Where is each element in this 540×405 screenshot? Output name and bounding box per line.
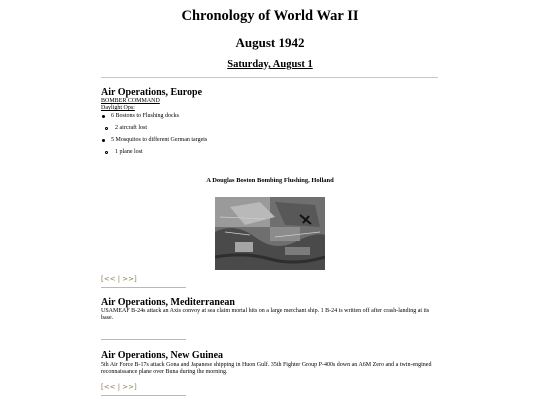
list-item: 6 Bostons to Flushing docks <box>111 113 180 119</box>
circle-bullet-icon <box>105 151 108 154</box>
list-subitem: 1 plane lost <box>115 149 143 155</box>
previous-link[interactable]: << <box>103 275 116 283</box>
circle-bullet-icon <box>105 127 108 130</box>
divider <box>101 287 186 288</box>
next-link[interactable]: >> <box>122 383 135 391</box>
aerial-photo <box>215 197 325 270</box>
nav-separator: | <box>115 275 123 283</box>
section-text: 5th Air Force B-17s attack Gona and Japanese shipping in Huon Gulf. 35th Fighter Group P-400s down an A6M Zero and a twin-engined reconnaissance plane over Buna during the morning. <box>101 362 432 375</box>
list-subitem: 2 aircraft lost <box>115 125 147 131</box>
section-title-new-guinea: Air Operations, New Guinea <box>101 350 224 361</box>
divider <box>101 77 438 78</box>
section-title-mediterranean: Air Operations, Mediterranean <box>101 297 235 308</box>
day-heading: Saturday, August 1 <box>227 59 313 70</box>
bullet-icon <box>102 139 105 142</box>
bomber-command-link[interactable]: BOMBER COMMAND <box>101 98 160 104</box>
nav-controls <box>101 383 137 391</box>
month-heading: August 1942 <box>235 35 305 50</box>
divider <box>101 395 186 396</box>
list-item: 5 Mosquitos to different German targets <box>111 137 208 143</box>
nav-controls <box>101 275 137 283</box>
nav-bracket: ] <box>134 383 137 391</box>
nav-bracket: [ <box>101 275 104 283</box>
section-text: USAMEAF B-24s attack an Axis convoy at sea claim mortal hits on a large merchant ship. 1 B-24 is written off after crash-landing at its base. <box>101 308 430 321</box>
section-title-europe: Air Operations, Europe <box>101 87 203 98</box>
previous-link[interactable]: << <box>103 383 116 391</box>
photo-caption: A Douglas Boston Bombing Flushing, Holland <box>206 177 334 184</box>
daylight-ops-label: Daylight Ops: <box>101 105 135 111</box>
bullet-icon <box>102 115 105 118</box>
next-link[interactable]: >> <box>122 275 135 283</box>
page-title: Chronology of World War II <box>181 8 359 24</box>
nav-bracket: ] <box>134 275 137 283</box>
nav-bracket: [ <box>101 383 104 391</box>
divider <box>101 339 186 340</box>
nav-separator: | <box>115 383 123 391</box>
